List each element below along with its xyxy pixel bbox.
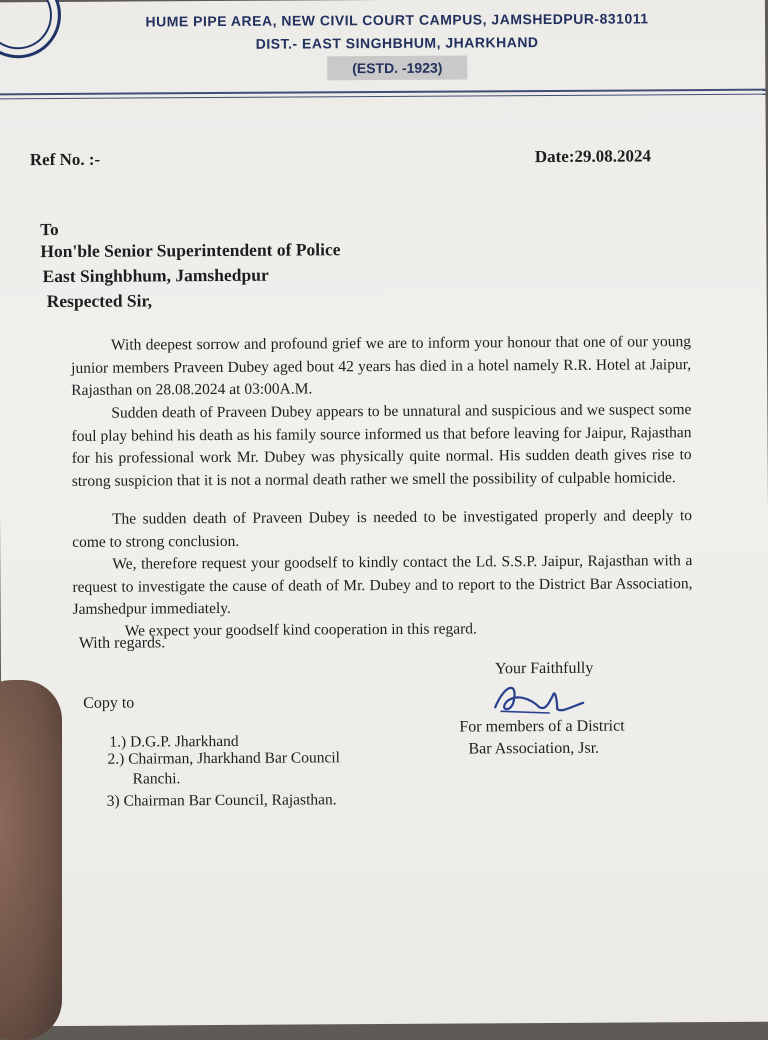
recipient-title: Hon'ble Senior Superintendent of Police — [40, 239, 341, 262]
body-paragraph-3: The sudden death of Praveen Dubey is needed to be investigated properly and deeply to come to strong conclusion. — [72, 507, 693, 551]
association-seal-logo — [0, 0, 61, 58]
signature-line-2: Bar Association, Jsr. — [468, 739, 600, 758]
body-paragraph-4: We, therefore request your goodself to kindly contact the Ld. S.S.P. Jaipur, Rajasthan with a request to investigate the cause of death of Mr. Dubey and to report to the District Bar Association, Jamshedpur immediately. — [72, 552, 693, 618]
copy-to-item: 3) Chairman Bar Council, Rajasthan. — [106, 791, 337, 810]
letterhead-address-line1: HUME PIPE AREA, NEW CIVIL COURT CAMPUS, JAMSHEDPUR-831011 — [145, 10, 649, 30]
body-paragraph-2: Sudden death of Praveen Dubey appears to be unnatural and suspicious and we suspect some foul play behind his death as his family source informed us that before leaving for Jaipur, Rajasthan for his professional work Mr. Dubey was physically quite normal. His sudden death gives rise to strong suspicion that it is not a normal death rather we smell the possibility of culpable homicide. — [71, 401, 692, 490]
letterhead-address-line2: DIST.- EAST SINGHBHUM, JHARKHAND — [255, 34, 539, 52]
recipient-to: To — [40, 219, 59, 240]
salutation: Respected Sir, — [46, 290, 153, 312]
ref-number-label: Ref No. :- — [29, 149, 101, 170]
recipient-location: East Singhbhum, Jamshedpur — [42, 264, 269, 287]
signature-line-1: For members of a District — [459, 717, 625, 736]
copy-to-item: 2.) Chairman, Jharkhand Bar Council — [107, 749, 341, 768]
body-paragraph-5: We expect your goodself kind cooperation in this regard. — [124, 620, 477, 640]
copy-to-item: Ranchi. — [132, 770, 181, 788]
handwritten-signature — [491, 677, 591, 722]
letterhead-established: (ESTD. -1923) — [327, 55, 467, 80]
signature-valediction: Your Faithfully — [494, 659, 594, 678]
closing-regards: With regards. — [78, 634, 166, 652]
letter-date: Date:29.08.2024 — [534, 146, 652, 167]
holding-hand — [0, 680, 62, 1040]
body-paragraph-1: With deepest sorrow and profound grief we are to inform your honour that one of our young junior members Praveen Dubey aged bout 42 years has died in a hotel namely R.R. Hotel at Jaipur, Rajasthan on 28.08.2024 at 03:00A.M. — [71, 333, 692, 399]
copy-to-item: 1.) D.G.P. Jharkhand — [109, 732, 239, 751]
copy-to-label: Copy to — [83, 694, 135, 712]
